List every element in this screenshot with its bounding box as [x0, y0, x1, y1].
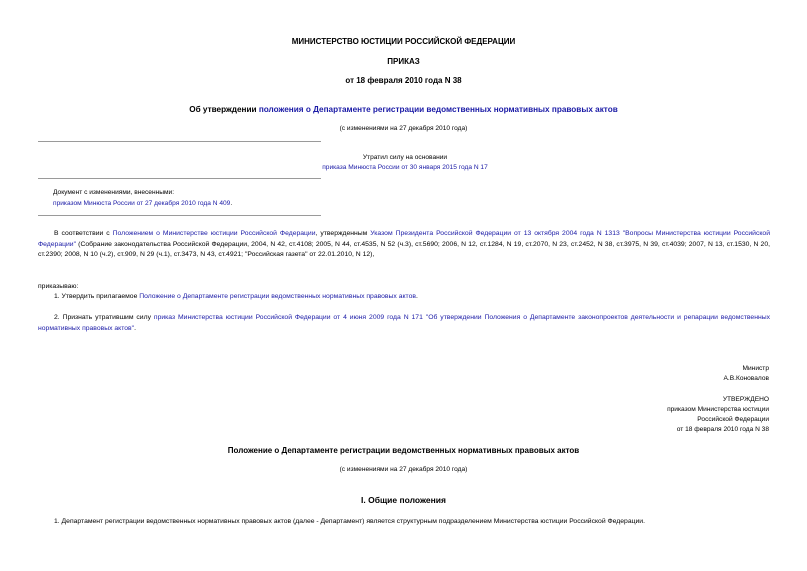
- lost-force-note: Утратил силу на основании: [362, 154, 448, 161]
- signature-position: Министр: [742, 365, 769, 372]
- order-title-prefix: Об утверждении: [189, 105, 259, 114]
- section-title: I. Общие положения: [361, 495, 446, 505]
- order-amended-note: (с изменениями на 27 декабря 2010 года): [339, 125, 468, 132]
- order-label: приказываю:: [38, 283, 79, 290]
- divider: [38, 178, 321, 179]
- divider: [38, 141, 321, 142]
- approval-label: УТВЕРЖДЕНО: [722, 396, 769, 403]
- regulation-link[interactable]: Положение о Департаменте регистрации ведомственных нормативных правовых актов: [139, 293, 416, 300]
- regulation-title-link[interactable]: положения о Департаменте регистрации ведомственных нормативных правовых актов: [258, 105, 618, 114]
- order-item-2: 2. Признать утратившим силу приказ Министерства юстиции Российской Федерации от 4 июня 2009 года N 171 "Об утверждении Положения о Департаменте законопроектов деятельности и репарации ведомственных нормативных правовых актов".: [38, 314, 770, 332]
- lost-force-link-row: [290, 163, 520, 173]
- ministry-regulation-link[interactable]: Положением о Министерстве юстиции Российской Федерации: [112, 230, 316, 237]
- changes-link[interactable]: приказом Минюста России от 27 декабря 2010 года N 409: [53, 200, 231, 207]
- order-heading: ПРИКАЗ: [387, 57, 420, 66]
- divider: [38, 215, 321, 216]
- repealed-order-link[interactable]: приказ Министерства юстиции Российской Федерации от 4 июня 2009 года N 171 "Об утверждении Положения о Департаменте законопроектов деятельности и репарации ведомственных нормативных правовых актов": [38, 314, 770, 332]
- regulation-paragraph-1: 1. Департамент регистрации ведомственных нормативных правовых актов (далее - Департамент) является структурным подразделением Министерства юстиции Российской Федерации.: [54, 518, 645, 525]
- approval-line-4: от 18 февраля 2010 года N 38: [676, 426, 769, 433]
- regulation-amended-note: (с изменениями на 27 декабря 2010 года): [339, 466, 468, 473]
- approval-line-3: Российской Федерации: [697, 416, 769, 423]
- ministry-heading: МИНИСТЕРСТВО ЮСТИЦИИ РОССИЙСКОЙ ФЕДЕРАЦИИ: [291, 37, 516, 46]
- signature-name: А.В.Коновалов: [723, 375, 769, 382]
- order-date-number: от 18 февраля 2010 года N 38: [345, 76, 462, 85]
- preamble-paragraph: В соответствии с Положением о Министерстве юстиции Российской Федерации, утвержденным Указом Президента Российской Федерации от 13 октября 2004 года N 1313 "Вопросы Министерства юстиции Российской Федерации" (Собрание законодательства Российской Федерации, 2004, N 42, ст.4108; 2005, N 44, ст.4535, N 52 (ч.3), ст.5690; 2006, N 12, ст.1284, N 19, ст.2070, N 23, ст.2452, N 38, ст.3975, N 39, ст.4039; 2007, N 13, ст.1530, N 20, ст.2390; 2008, N 10 (ч.2), ст.909, N 29 (ч.1), ст.3473, N 43, ст.4921; "Российская газета" от 22.01.2010, N 12),: [38, 230, 770, 258]
- presidential-decree-link[interactable]: Указом Президента Российской Федерации от 13 октября 2004 года N 1313 "Вопросы Министерства юстиции Российской Федерации": [38, 230, 770, 248]
- regulation-title: Положение о Департаменте регистрации ведомственных нормативных правовых актов: [227, 446, 580, 455]
- approval-line-2: приказом Министерства юстиции: [667, 406, 769, 413]
- changes-note: Документ с изменениями, внесенными:: [53, 189, 175, 196]
- changes-link-row: приказом Минюста России от 27 декабря 2010 года N 409.: [53, 200, 233, 207]
- lost-force-link[interactable]: приказа Минюста России от 30 января 2015 года N 17: [322, 164, 488, 171]
- order-item-1: 1. Утвердить прилагаемое Положение о Департаменте регистрации ведомственных нормативных правовых актов.: [54, 293, 418, 300]
- order-title: [0, 105, 807, 114]
